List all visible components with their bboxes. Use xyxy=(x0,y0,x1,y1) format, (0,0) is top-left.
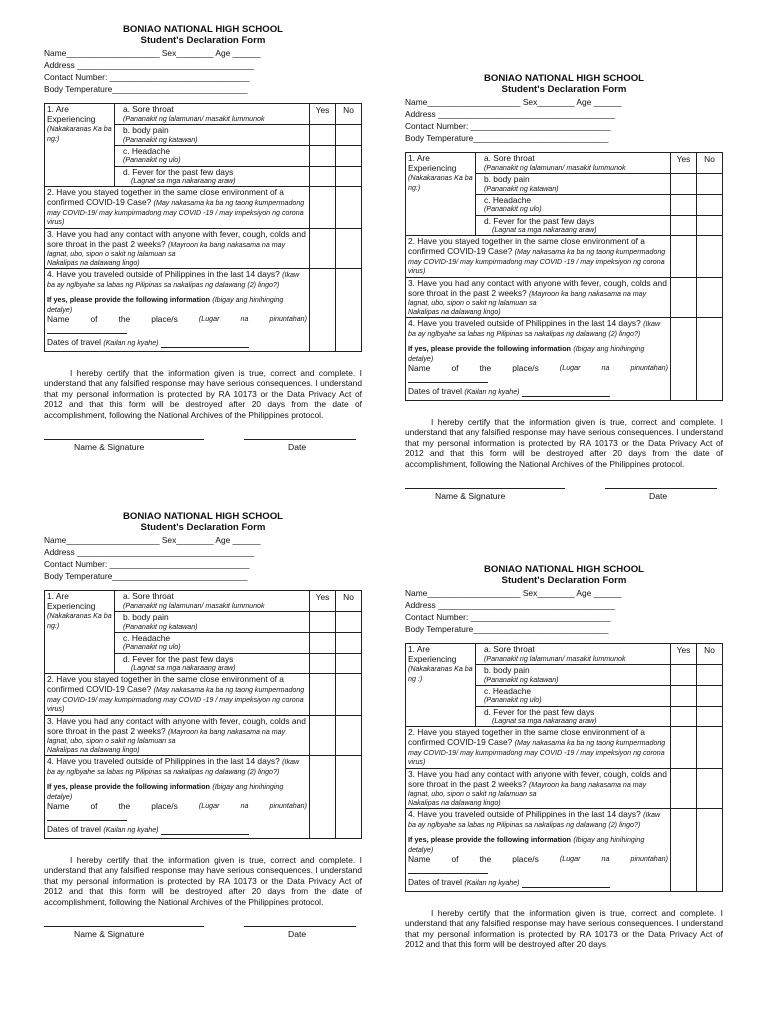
q2-no-box[interactable] xyxy=(336,187,362,229)
q3-cell: 3. Have you had any contact with anyone with fever, cough, colds and sore throat in the past 2 weeks? (Mayroon ka bang nakasama na may lagnat, ubo, sipon o sakit ng lalamuan sa Nakalipas na dalawang lingo) xyxy=(45,228,310,268)
q4-cell: 4. Have you traveled outside of Philippines in the last 14 days? (Ikaw ba ay nglbyahe sa labas ng Pilipinas sa nakalipas ng dalawang (2) lingo?) If yes, please provide the following information (Ibigay ang hinihinging detalye) Name of the place/s (Lugar na pinuntahan) Dates of travel (Kailan ng kyahe) xyxy=(406,318,671,401)
q1c-cell: c. Headache (Pananakit ng ulo) xyxy=(115,632,310,653)
q3-no-box[interactable] xyxy=(697,277,723,317)
form-title: Student's Declaration Form xyxy=(140,35,266,47)
dates-input[interactable] xyxy=(161,826,249,835)
no-header: No xyxy=(697,153,723,174)
place-line: Name of the place/s (Lugar na pinuntahan) xyxy=(408,362,668,373)
q2-cell: 2. Have you stayed together in the same close environment of a confirmed COVID-19 Case? (May nakasama ka ba ng taong kumpermadong may COVID-19/ may kumpirmadong may COVID -19 / may impeksiyon ng corona virus) xyxy=(406,236,671,278)
q1b-yes-box[interactable] xyxy=(671,173,697,194)
yes-header: Yes xyxy=(310,591,336,612)
signature-label: Name & Signature xyxy=(74,441,145,452)
q4-no-box[interactable] xyxy=(336,756,362,839)
q1d-no-box[interactable] xyxy=(697,215,723,236)
school-name: BONIAO NATIONAL HIGH SCHOOL xyxy=(483,73,645,84)
q1-label: 1. Are Experiencing xyxy=(47,591,96,611)
symptom-table xyxy=(44,103,362,352)
q1c-yes-box[interactable] xyxy=(671,685,697,706)
q1c-no-box[interactable] xyxy=(336,632,362,653)
body-temperature-field[interactable]: Body Temperature_____________________________ xyxy=(405,624,609,635)
body-temperature-field[interactable]: Body Temperature_____________________________ xyxy=(405,133,609,144)
q4-no-box[interactable] xyxy=(336,269,362,352)
address-field[interactable]: Address ______________________________________ xyxy=(405,600,616,611)
certification-text: I hereby certify that the information given is true, correct and complete. I understand that any falsified response may have serious consequences. I understand that my personal information is protected by RA 10173 or the Data Privacy Act of 2012 and that this form will be destroyed after 20 days from the date of accomplishment, following the National Archives of the Philippines protocol. xyxy=(44,854,362,908)
form-title: Student's Declaration Form xyxy=(140,522,266,534)
certification-text: I hereby certify that the information given is true, correct and complete. I understand that any falsified response may have serious consequences. I understand that my personal information is protected by RA 10173 or the Data Privacy Act of 2012 and that this form will be destroyed after 20 days from the date of accomplishment, following the National Archives of the Philippines protocol. xyxy=(44,367,362,421)
q2-cell: 2. Have you stayed together in the same close environment of a confirmed COVID-19 Case? (May nakasama ka ba ng taong kumpermadong may COVID-19/ may kumpirmadong may COVID -19 / may impeksiyon ng corona virus) xyxy=(45,674,310,716)
q1c-cell: c. Headache (Pananakit ng ulo) xyxy=(476,685,671,706)
q1d-no-box[interactable] xyxy=(336,166,362,187)
q2-yes-box[interactable] xyxy=(671,236,697,278)
date-line[interactable] xyxy=(244,439,356,440)
q1c-no-box[interactable] xyxy=(697,194,723,215)
q1b-cell: b. body pain (Pananakit ng katawan) xyxy=(115,611,310,632)
q1-translation: (Nakakaranas Ka ba ng:) xyxy=(47,612,112,631)
q1c-yes-box[interactable] xyxy=(310,145,336,166)
q2-no-box[interactable] xyxy=(697,236,723,278)
symptom-table xyxy=(405,643,723,892)
q2-cell: 2. Have you stayed together in the same close environment of a confirmed COVID-19 Case? (May nakasama ka ba ng taong kumpermadong may COVID-19/ may kumpirmadong may COVID -19 / may impeksiyon ng corona virus) xyxy=(45,187,310,229)
q2-yes-box[interactable] xyxy=(310,674,336,716)
q3-no-box[interactable] xyxy=(336,715,362,755)
declaration-form-4 xyxy=(405,564,723,950)
declaration-form-2 xyxy=(44,511,362,948)
date-line[interactable] xyxy=(605,488,717,489)
q1c-cell: c. Headache (Pananakit ng ulo) xyxy=(476,194,671,215)
q1b-cell: b. body pain (Pananakit ng katawan) xyxy=(476,173,671,194)
dates-input[interactable] xyxy=(522,388,610,397)
address-field[interactable]: Address ______________________________________ xyxy=(44,547,255,558)
contact-number-field[interactable]: Contact Number: ______________________________ xyxy=(405,121,611,132)
no-header: No xyxy=(697,644,723,665)
symptom-table xyxy=(44,590,362,839)
yes-header: Yes xyxy=(671,153,697,174)
q1a-cell: a. Sore throat (Pananakit ng lalamunan/ masakit lummunok xyxy=(115,104,310,125)
place-line: Name of the place/s (Lugar na pinuntahan) xyxy=(47,800,307,811)
place-line: Name of the place/s (Lugar na pinuntahan) xyxy=(47,313,307,324)
signature-label: Name & Signature xyxy=(435,490,506,501)
q1-translation: (Nakakaranas Ka ba ng:) xyxy=(408,174,473,193)
signature-row xyxy=(44,439,362,461)
form-title: Student's Declaration Form xyxy=(501,575,627,587)
q1-label-cell xyxy=(406,153,476,236)
yes-header: Yes xyxy=(671,644,697,665)
school-name: BONIAO NATIONAL HIGH SCHOOL xyxy=(483,564,645,575)
contact-number-field[interactable]: Contact Number: ______________________________ xyxy=(405,612,611,623)
q3-yes-box[interactable] xyxy=(671,768,697,808)
q4-no-box[interactable] xyxy=(697,809,723,892)
q1-label-cell xyxy=(45,591,115,674)
declaration-form-1 xyxy=(44,24,362,461)
signature-line[interactable] xyxy=(405,488,565,489)
body-temperature-field[interactable]: Body Temperature_____________________________ xyxy=(44,571,248,582)
q4-yes-box[interactable] xyxy=(671,318,697,401)
place-input[interactable] xyxy=(47,812,127,821)
place-input[interactable] xyxy=(47,325,127,334)
q3-cell: 3. Have you had any contact with anyone with fever, cough, colds and sore throat in the past 2 weeks? (Mayroon ka bang nakasama na may lagnat, ubo, sipon o sakit ng lalamuan sa Nakalipas na dalawang lingo) xyxy=(406,277,671,317)
q3-cell: 3. Have you had any contact with anyone with fever, cough, colds and sore throat in the past 2 weeks? (Mayroon ka bang nakasama na may lagnat, ubo, sipon o sakit ng lalamuan sa Nakalipas na dalawang lingo) xyxy=(45,715,310,755)
signature-row xyxy=(44,926,362,948)
q1a-cell: a. Sore throat (Pananakit ng lalamunan/ masakit lummunok xyxy=(476,644,671,665)
signature-line[interactable] xyxy=(44,926,204,927)
contact-number-field[interactable]: Contact Number: ______________________________ xyxy=(44,559,250,570)
q1b-yes-box[interactable] xyxy=(671,664,697,685)
q1d-yes-box[interactable] xyxy=(310,653,336,674)
signature-line[interactable] xyxy=(44,439,204,440)
name-sex-age-field[interactable]: Name____________________ Sex________ Age ______ xyxy=(405,588,622,599)
q1b-cell: b. body pain (Pananakit ng katawan) xyxy=(476,664,671,685)
q1b-no-box[interactable] xyxy=(697,664,723,685)
q3-yes-box[interactable] xyxy=(310,715,336,755)
q1b-no-box[interactable] xyxy=(336,611,362,632)
name-sex-age-field[interactable]: Name____________________ Sex________ Age ______ xyxy=(405,97,622,108)
date-line[interactable] xyxy=(244,926,356,927)
q4-cell: 4. Have you traveled outside of Philippines in the last 14 days? (Ikaw ba ay nglbyahe sa labas ng Pilipinas sa nakalipas ng dalawang (2) lingo?) If yes, please provide the following information (Ibigay ang hinihinging detalye) Name of the place/s (Lugar na pinuntahan) Dates of travel (Kailan ng kyahe) xyxy=(45,269,310,352)
place-line: Name of the place/s (Lugar na pinuntahan) xyxy=(408,853,668,864)
q3-yes-box[interactable] xyxy=(671,277,697,317)
q1c-yes-box[interactable] xyxy=(671,194,697,215)
signature-label: Name & Signature xyxy=(74,928,145,939)
q1d-cell: d. Fever for the past few days (Lagnat sa mga nakaraang araw) xyxy=(476,215,671,236)
school-name: BONIAO NATIONAL HIGH SCHOOL xyxy=(122,511,284,522)
place-input[interactable] xyxy=(408,865,488,874)
q1-label-cell xyxy=(406,644,476,727)
q1d-yes-box[interactable] xyxy=(671,215,697,236)
q3-cell: 3. Have you had any contact with anyone with fever, cough, colds and sore throat in the past 2 weeks? (Mayroon ka bang nakasama na may lagnat, ubo, sipon o sakit ng lalamuan sa Nakalipas na dalawang lingo) xyxy=(406,768,671,808)
q2-yes-box[interactable] xyxy=(671,727,697,769)
form-title: Student's Declaration Form xyxy=(501,84,627,96)
q4-yes-box[interactable] xyxy=(310,269,336,352)
signature-row xyxy=(405,488,723,510)
q1d-cell: d. Fever for the past few days (Lagnat sa mga nakaraang araw) xyxy=(476,706,671,727)
q4-cell: 4. Have you traveled outside of Philippines in the last 14 days? (Ikaw ba ay nglbyahe sa labas ng Pilipinas sa nakalipas ng dalawang (2) lingo?) If yes, please provide the following information (Ibigay ang hinihinging detalye) Name of the place/s (Lugar na pinuntahan) Dates of travel (Kailan ng kyahe) xyxy=(406,809,671,892)
q1b-yes-box[interactable] xyxy=(310,611,336,632)
address-field[interactable]: Address ______________________________________ xyxy=(44,60,255,71)
q1b-yes-box[interactable] xyxy=(310,124,336,145)
q1a-cell: a. Sore throat (Pananakit ng lalamunan/ masakit lummunok xyxy=(115,591,310,612)
q1b-no-box[interactable] xyxy=(336,124,362,145)
q1-label: 1. Are Experiencing xyxy=(408,153,457,173)
q1-label: 1. Are Experiencing xyxy=(47,104,96,124)
q1d-cell: d. Fever for the past few days (Lagnat sa mga nakaraang araw) xyxy=(115,166,310,187)
q1b-cell: b. body pain (Pananakit ng katawan) xyxy=(115,124,310,145)
q1-translation: (Nakakaranas Ka ba ng :) xyxy=(408,665,473,684)
q1d-yes-box[interactable] xyxy=(310,166,336,187)
q1-label-cell xyxy=(45,104,115,187)
name-sex-age-field[interactable]: Name____________________ Sex________ Age ______ xyxy=(44,535,261,546)
date-label: Date xyxy=(288,928,307,939)
q2-yes-box[interactable] xyxy=(310,187,336,229)
body-temperature-field[interactable]: Body Temperature_____________________________ xyxy=(44,84,248,95)
q4-cell: 4. Have you traveled outside of Philippines in the last 14 days? (Ikaw ba ay nglbyahe sa labas ng Pilipinas sa nakalipas ng dalawang (2) lingo?) If yes, please provide the following information (Ibigay ang hinihinging detalye) Name of the place/s (Lugar na pinuntahan) Dates of travel (Kailan ng kyahe) xyxy=(45,756,310,839)
address-field[interactable]: Address ______________________________________ xyxy=(405,109,616,120)
q1c-no-box[interactable] xyxy=(697,685,723,706)
q4-no-box[interactable] xyxy=(697,318,723,401)
symptom-table xyxy=(405,152,723,401)
q1-translation: (Nakakaranas Ka ba ng:) xyxy=(47,125,112,144)
declaration-form-3 xyxy=(405,73,723,510)
q1d-yes-box[interactable] xyxy=(671,706,697,727)
q4-yes-box[interactable] xyxy=(671,809,697,892)
school-name: BONIAO NATIONAL HIGH SCHOOL xyxy=(122,24,284,35)
no-header: No xyxy=(336,104,362,125)
no-header: No xyxy=(336,591,362,612)
certification-text: I hereby certify that the information given is true, correct and complete. I understand that any falsified response may have serious consequences. I understand that my personal information is protected by RA 10173 or the Data Privacy Act of 2012 and that this form will be destroyed after 20 days xyxy=(405,907,723,950)
q3-no-box[interactable] xyxy=(336,228,362,268)
date-label: Date xyxy=(649,490,668,501)
q1b-no-box[interactable] xyxy=(697,173,723,194)
q1d-no-box[interactable] xyxy=(336,653,362,674)
q1c-cell: c. Headache (Pananakit ng ulo) xyxy=(115,145,310,166)
q1a-cell: a. Sore throat (Pananakit ng lalamunan/ masakit lummunok xyxy=(476,153,671,174)
q1c-no-box[interactable] xyxy=(336,145,362,166)
q1-label: 1. Are Experiencing xyxy=(408,644,457,664)
yes-header: Yes xyxy=(310,104,336,125)
q3-no-box[interactable] xyxy=(697,768,723,808)
date-label: Date xyxy=(288,441,307,452)
q4-yes-box[interactable] xyxy=(310,756,336,839)
dates-input[interactable] xyxy=(161,339,249,348)
q3-yes-box[interactable] xyxy=(310,228,336,268)
dates-input[interactable] xyxy=(522,879,610,888)
q1c-yes-box[interactable] xyxy=(310,632,336,653)
q1d-no-box[interactable] xyxy=(697,706,723,727)
name-sex-age-field[interactable]: Name____________________ Sex________ Age ______ xyxy=(44,48,261,59)
contact-number-field[interactable]: Contact Number: ______________________________ xyxy=(44,72,250,83)
q2-no-box[interactable] xyxy=(697,727,723,769)
certification-text: I hereby certify that the information given is true, correct and complete. I understand that any falsified response may have serious consequences. I understand that my personal information is protected by RA 10173 or the Data Privacy Act of 2012 and that this form will be destroyed after 20 days from the date of accomplishment, following the National Archives of the Philippines protocol. xyxy=(405,416,723,470)
q1d-cell: d. Fever for the past few days (Lagnat sa mga nakaraang araw) xyxy=(115,653,310,674)
q2-no-box[interactable] xyxy=(336,674,362,716)
place-input[interactable] xyxy=(408,374,488,383)
q2-cell: 2. Have you stayed together in the same close environment of a confirmed COVID-19 Case? (May nakasama ka ba ng taong kumpermadong may COVID-19/ may kumpirmadong may COVID -19 / may impeksiyon ng corona virus) xyxy=(406,727,671,769)
